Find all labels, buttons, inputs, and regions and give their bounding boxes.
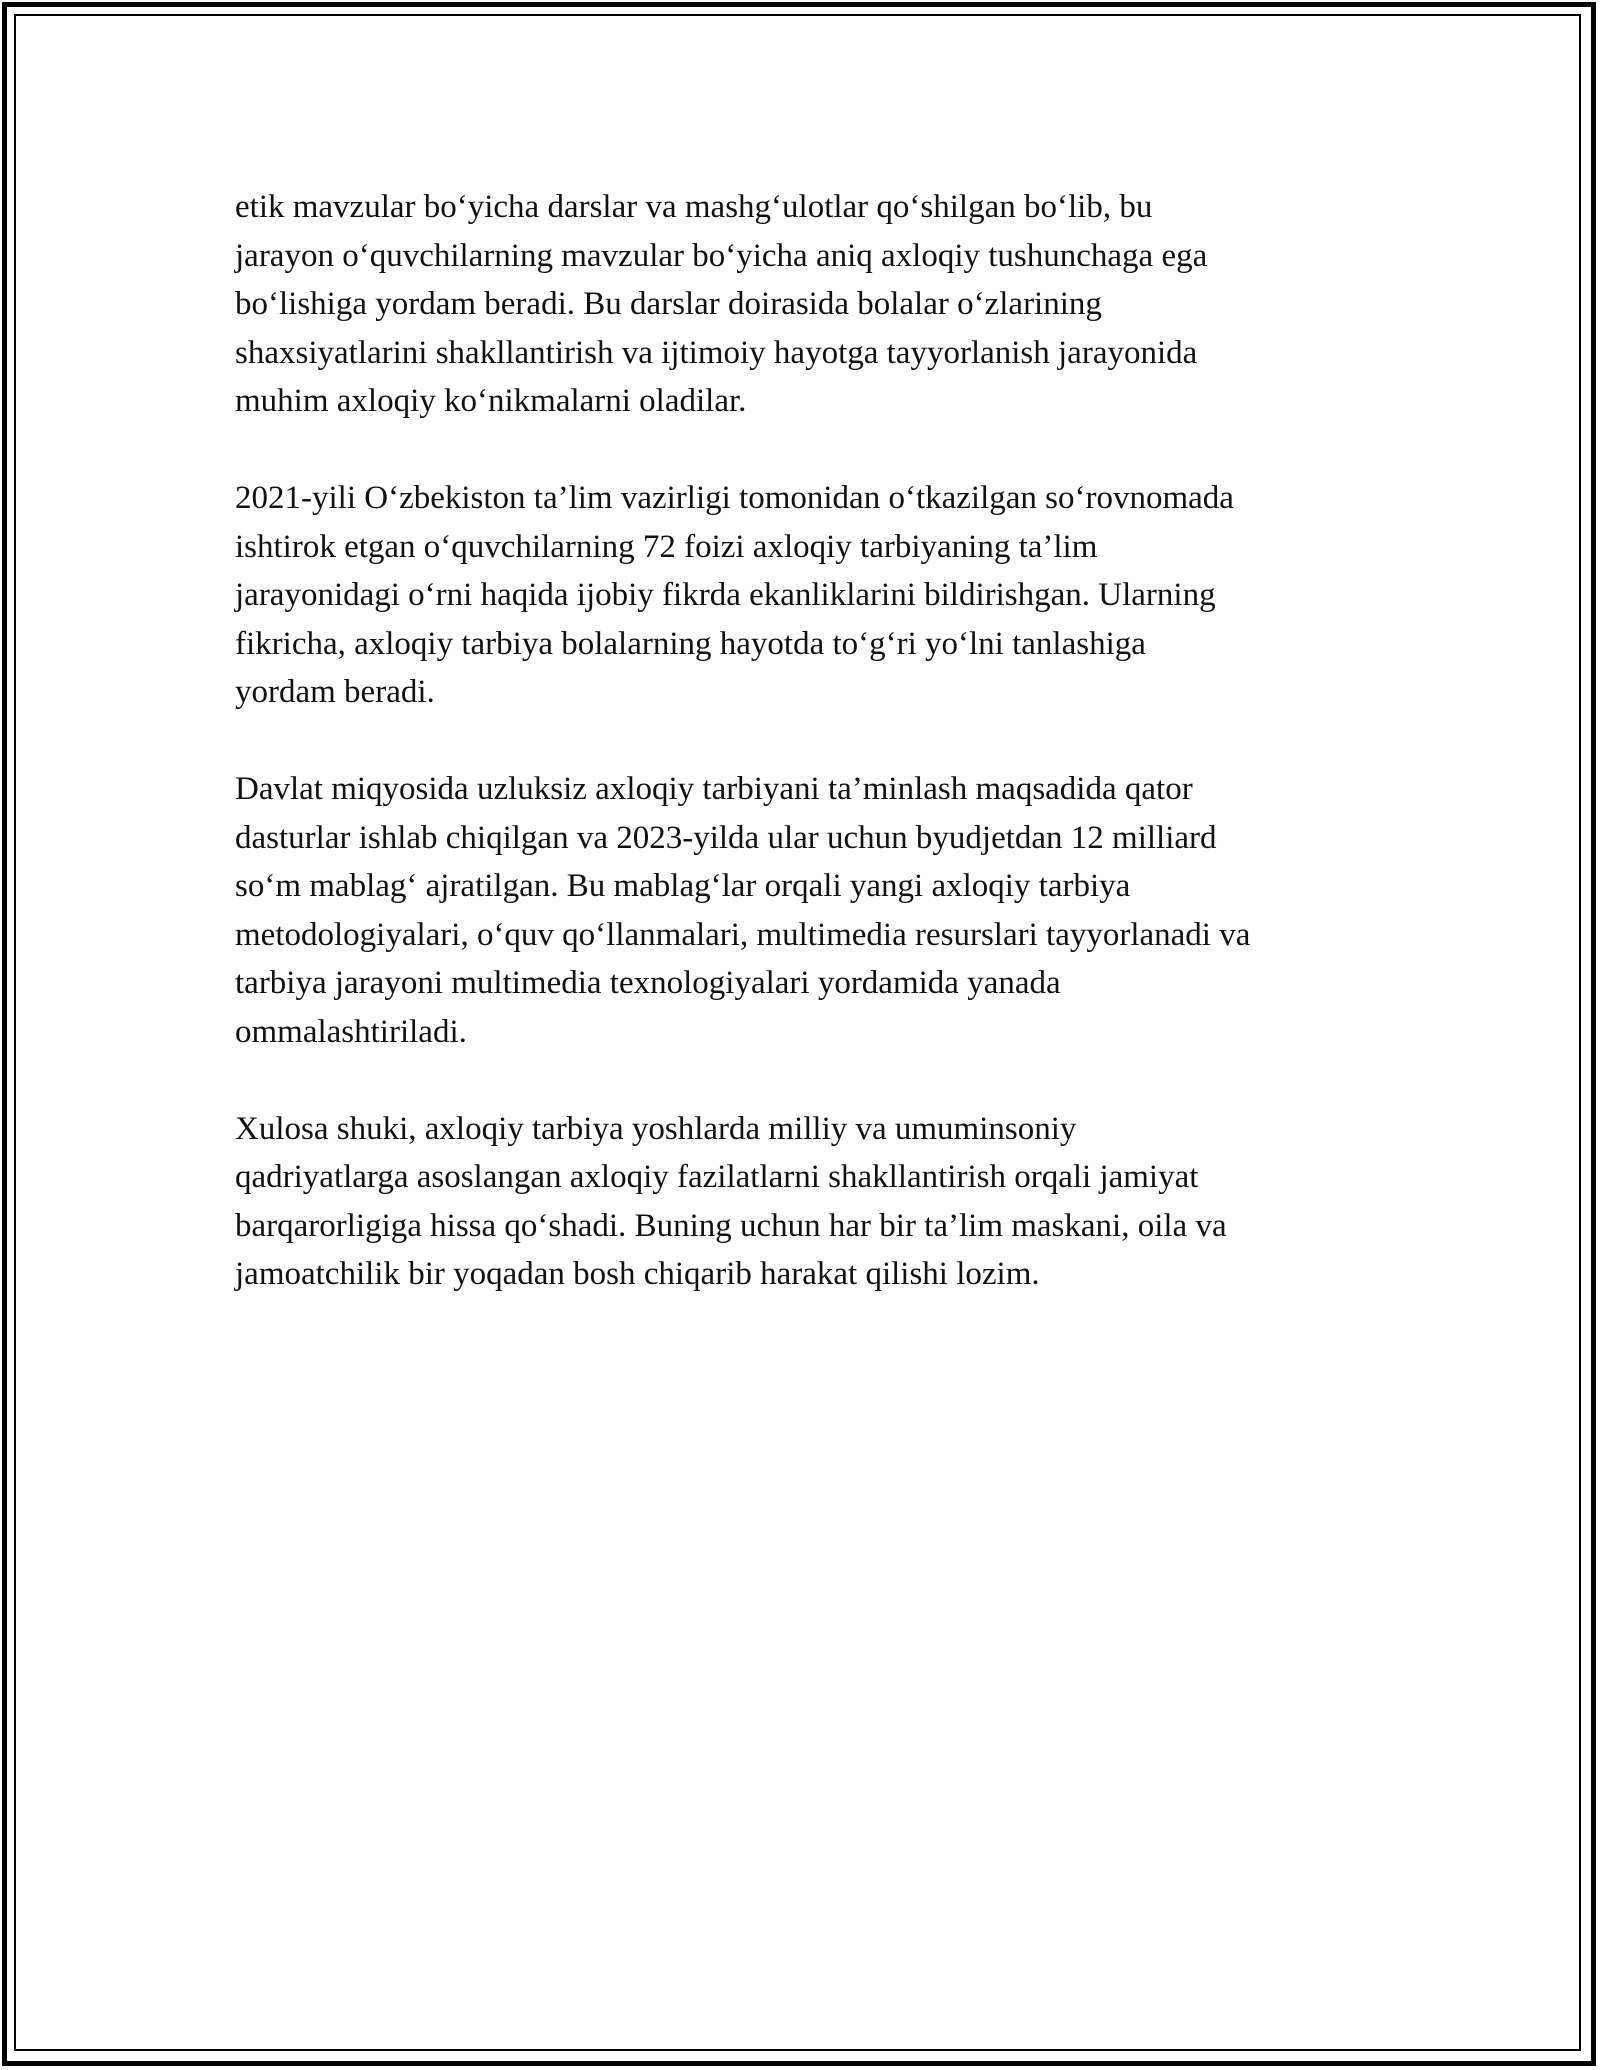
- document-body: [235, 183, 1375, 1347]
- paragraph-survey-2021: 2021-yili O‘zbekiston ta’lim vazirligi tomonidan o‘tkazilgan so‘rovnomada ishtirok etgan o‘quvchilarning 72 foizi axloqiy tarbiyaning ta’lim jarayonidagi o‘rni haqida ijobiy fikrda ekanliklarini bildirishgan. Ularning fikricha, axloqiy tarbiya bolalarning hayotda to‘g‘ri yo‘lni tanlashiga yordam beradi.: [235, 479, 1234, 711]
- paragraph-ethics-lessons: etik mavzular bo‘yicha darslar va mashg‘ulotlar qo‘shilgan bo‘lib, bu jarayon o‘quvchilarning mavzular bo‘yicha aniq axloqiy tushunchaga ega bo‘lishiga yordam beradi. Bu darslar doirasida bolalar o‘zlarining shaxsiyatlarini shakllantirish va ijtimoiy hayotga tayyorlanish jarayonida muhim axloqiy ko‘nikmalarni oladilar.: [235, 189, 1208, 420]
- paragraph-state-funding: Davlat miqyosida uzluksiz axloqiy tarbiyani ta’minlash maqsadida qator dasturlar ishlab chiqilgan va 2023-yilda ular uchun byudjetdan 12 milliard so‘m mablag‘ ajratilgan. Bu mablag‘lar orqali yangi axloqiy tarbiya metodologiyalari, o‘quv qo‘llanmalari, multimedia resurslari tayyorlanadi va tarbiya jarayoni multimedia texnologiyalari yordamida yanada ommalashtiriladi.: [235, 770, 1251, 1050]
- paragraph-conclusion: Xulosa shuki, axloqiy tarbiya yoshlarda milliy va umuminsoniy qadriyatlarga asoslangan axloqiy fazilatlarni shakllantirish orqali jamiyat barqarorligiga hissa qo‘shadi. Buning uchun har bir ta’lim maskani, oila va jamoatchilik bir yoqadan bosh chiqarib harakat qilishi lozim.: [235, 1110, 1227, 1293]
